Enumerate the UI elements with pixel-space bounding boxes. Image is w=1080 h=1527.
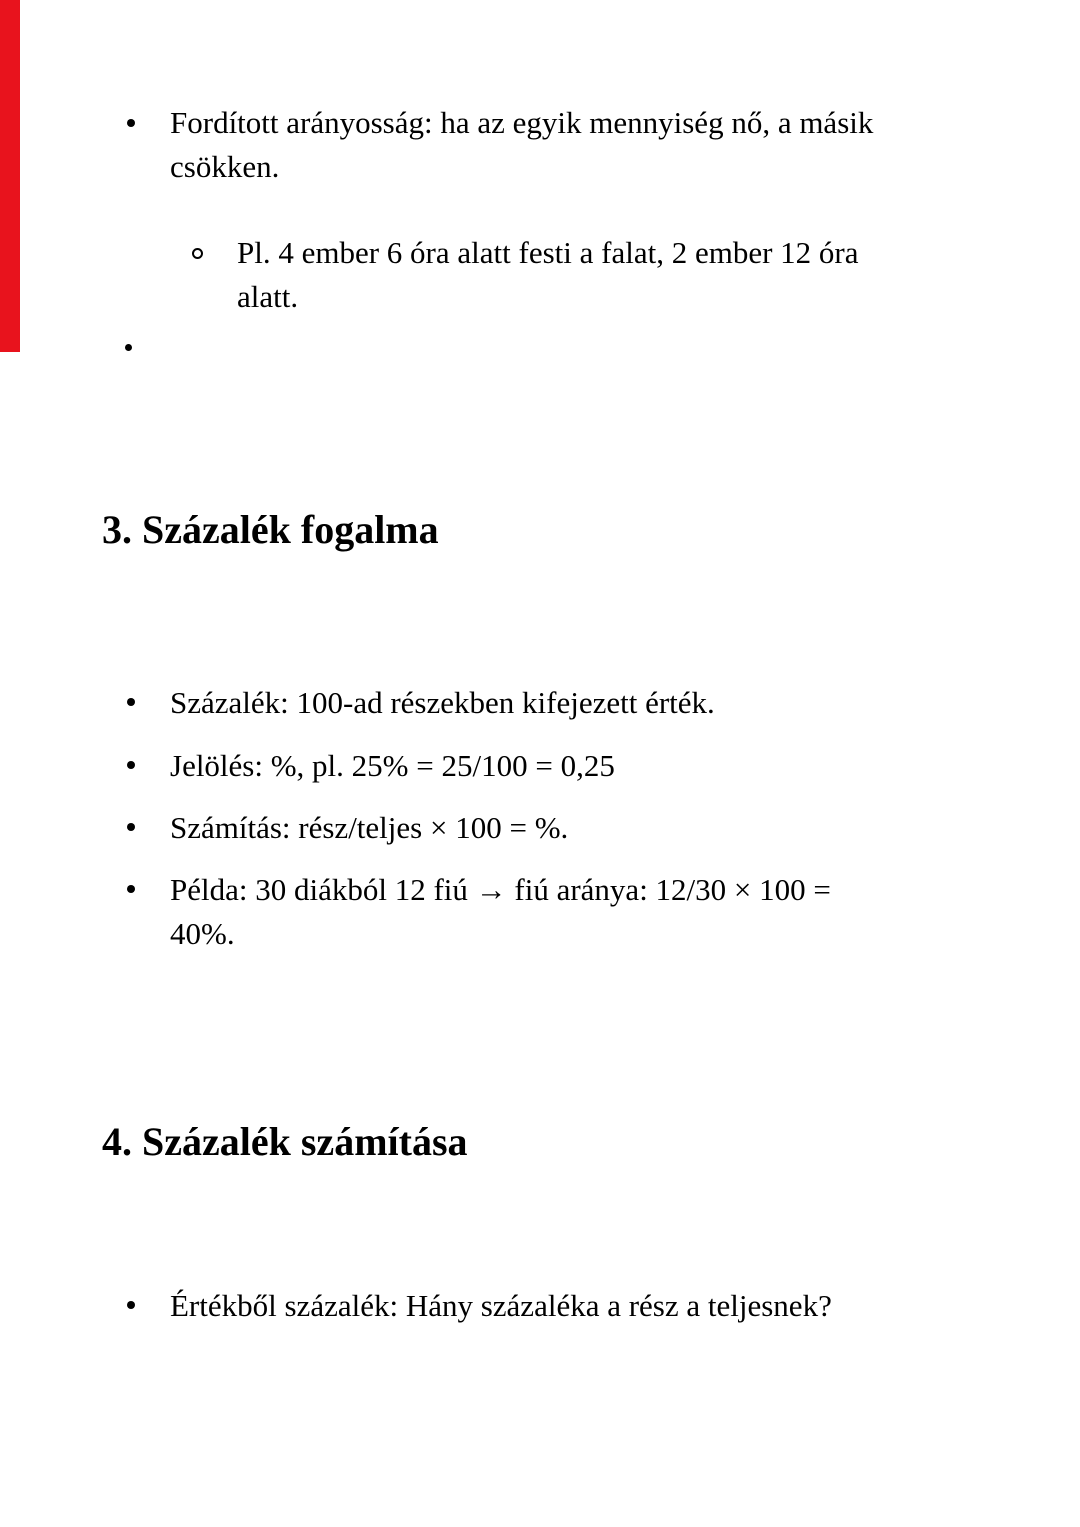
text-line: Százalék: 100-ad részekben kifejezett érték.	[170, 685, 715, 720]
section-4-heading: 4. Százalék számítása	[102, 1119, 468, 1164]
section-3-bullet-text	[170, 681, 715, 725]
section-3-bullet-text	[170, 806, 568, 850]
text-line: csökken.	[170, 149, 280, 184]
text-line: Fordított arányosság: ha az egyik mennyiség nő, a másik	[170, 105, 874, 140]
bullet-dot-icon	[127, 698, 135, 706]
text-line: Értékből százalék: Hány százaléka a rész a teljesnek?	[170, 1288, 832, 1323]
bullet-dot-icon	[125, 344, 132, 351]
intro-bullet-main-text	[170, 101, 873, 189]
section-4-bullet-text	[170, 1284, 832, 1328]
bullet-dot-icon	[127, 823, 135, 831]
section-3-bullet-text	[170, 868, 831, 956]
text-line: alatt.	[237, 279, 299, 314]
intro-bullet-sub-text	[237, 231, 858, 319]
red-accent-bar	[0, 0, 20, 352]
bullet-dot-icon	[127, 119, 135, 127]
bullet-dot-icon	[127, 761, 135, 769]
text-line: Jelölés: %, pl. 25% = 25/100 = 0,25	[170, 748, 615, 783]
text-line: Példa: 30 diákból 12 fiú → fiú aránya: 12/30 × 100 =	[170, 872, 831, 907]
bullet-dot-icon	[127, 885, 135, 893]
section-3-heading: 3. Százalék fogalma	[102, 507, 439, 552]
text-line: 40%.	[170, 916, 235, 951]
section-3-bullet-text	[170, 744, 615, 788]
bullet-dot-icon	[127, 1301, 135, 1309]
text-line: Számítás: rész/teljes × 100 = %.	[170, 810, 569, 845]
text-line: Pl. 4 ember 6 óra alatt festi a falat, 2 ember 12 óra	[237, 235, 859, 270]
circle-bullet-icon	[192, 248, 203, 259]
